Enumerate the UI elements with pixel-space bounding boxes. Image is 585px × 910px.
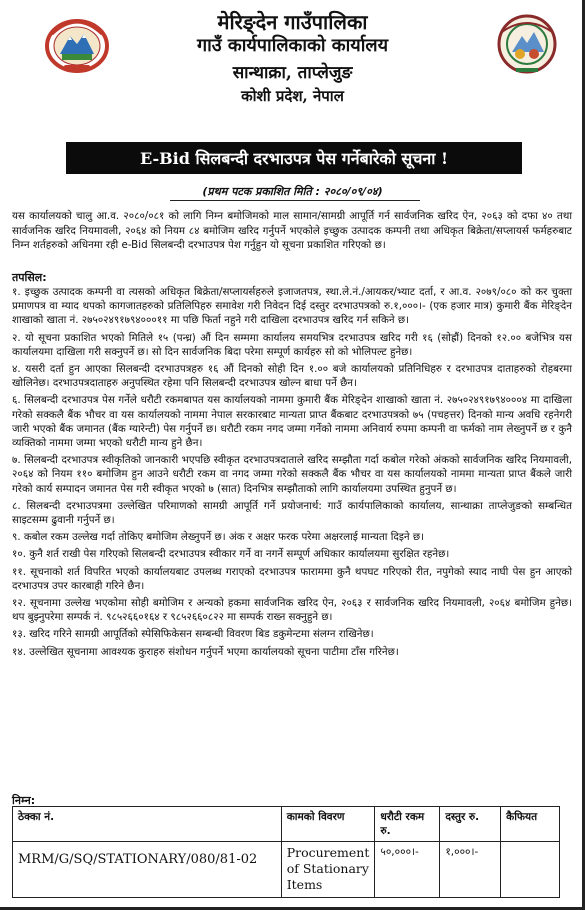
remarks-cell [501, 842, 560, 898]
table-row [13, 842, 560, 898]
contract-number-cell: MRM/G/SQ/STATIONARY/080/81-02 [13, 842, 282, 898]
condition-item: ६. सिलबन्दी दरभाउपत्र पेस गर्नेले धरौटी रकमबापत यस कार्यालयको नाममा कुमारी बैंक मेरिङ्देन शाखाको खाता नं. २७५०२४९१७९४०००४ मा दाखिला गरेको सक्कलै बैंक भौचर वा यस कार्यालयको नाममा नेपाल सरकारबाट मान्यता प्राप्त बैंकबाट दरभाउपत्रको ७५ (पचहत्तर) दिनको मान्य अवधि रहनेगरी जारी भएको बैंक जमानत (बैंक ग्यारेन्टी) पेस गर्नुपर्ने छ। धरौटी रकम नगद जम्मा गर्नेको नाममा अनिवार्य रुपमा कम्पनी वा फर्मको नाम लेख्नुपर्ने छ र कुनै व्यक्तिको नाममा जम्मा भएको धरौटी मान्य हुने छैन। [12, 394, 572, 450]
column-header-contract-no: ठेक्का नं. [13, 807, 282, 842]
condition-item: ८. सिलबन्दी दरभाउपत्रमा उल्लेखित परिमाणको सामग्री आपूर्ति गर्ने प्रयोजनार्थ: गाउँ कार्यपालिकाको कार्यालय, सान्थाक्रा ताप्लेजुङको सम्बन्धित साइटसम्म ढुवानी गर्नुपर्ने छ। [12, 499, 572, 527]
column-header-description: कामको विवरण [281, 807, 375, 842]
details-label: तपसिल: [12, 271, 47, 284]
province-country: कोशी प्रदेश, नेपाल [241, 87, 344, 105]
condition-item: ११. सूचनाको शर्त विपरित भएको कार्यालयबाट उपलब्ध गराएको दरभाउपत्र फाराममा कुनै थपघट गरिएको रीत, नपुगेको स्याद नाघी पेस हुन आएको दरभाउपत्र उपर कारबाही गरिने छैन। [12, 565, 572, 592]
column-header-deposit: धरौटी रकम रु. [375, 807, 440, 842]
conditions-list [12, 285, 572, 662]
description-cell: Procurement of Stationary Items [281, 842, 375, 898]
publication-date-underline [170, 200, 420, 201]
condition-item: ९. कबोल रकम उल्लेख गर्दा तोकिए बमोजिम लेख्नुपर्ने छ। अंक र अक्षर फरक परेमा अक्षरलाई मान्यता दिइने छ। [12, 531, 425, 544]
condition-item: ४. यसरी दर्ता हुन आएका सिलबन्दी दरभाउपत्रहरु १६ औं दिनको सोही दिन १.०० बजे कार्यालयको प्रतिनिधिहरु र दरभाउपत्र दाताहरुको रोहबरमा खोलिनेछ। दरभाउपत्रदाताहरु अनुपस्थित रहेमा पनि सिलबन्दी दरभाउपत्र खोल्न बाधा पर्ने छैन। [12, 363, 572, 390]
notice-title-banner: E-Bid सिलबन्दी दरभाउपत्र पेस गर्नेबारेको सूचना ! [66, 142, 522, 174]
condition-item: १३. खरिद गरिने सामग्री आपूर्तिको स्पेसिफिकेसन सम्बन्धी विवरण बिड डकुमेन्टमा संलग्न राखिनेछ। [12, 628, 374, 641]
column-header-remarks: कैफियत [501, 807, 560, 842]
condition-item: ७. सिलबन्दी दरभाउपत्र स्वीकृतिको जानकारी भएपछि स्वीकृत दरभाउपत्रदाताले खरिद सम्झौता गर्दा कबोल गरेको अंकको सार्वजनिक खरिद नियमावली, २०६४ को नियम ११० बमोजिम हुन आउने धरौटी रकम वा नगद जम्मा गरेको सक्कलै बैंक भौचर वा यस कार्यालयको नाममा मान्यता प्राप्त बैंकले जारी गरेको कार्य सम्पादन जमानत पेस गरी स्वीकृत भएको ७ (सात) दिनभित्र सम्झौताको लागि कार्यालयमा उपस्थित हुनुपर्ने छ। [12, 454, 572, 495]
municipality-name: मेरिङ्देन गाउँपालिका [217, 10, 368, 34]
office-name: गाउँ कार्यपालिकाको कार्यालय [196, 35, 389, 56]
intro-paragraph: यस कार्यालयको चालु आ.व. २०८०/०८१ को लागि निम्न बमोजिमको माल सामान/सामग्री आपूर्ति गर्न सार्वजनिक खरिद ऐन, २०६३ को दफा ४० तथा सार्वजनिक खरिद नियमावली, २०६४ को नियम ८४ बमोजिम खरिद गर्नुपर्ने भएकोले इच्छुक उत्पादक कम्पनी तथा अधिकृत बिक्रेता/सप्लायर्स फर्महरुबाट निम्न शर्तहरुको अधिनमा रही e-Bid सिलबन्दी दरभाउपत्र पेश गर्नुहुन यो सूचना प्रकाशित गरिएको छ। [12, 210, 572, 251]
table-header-row [13, 807, 560, 842]
condition-item: १०. कुनै शर्त राखी पेस गरिएको सिलबन्दी दरभाउपत्र स्वीकार गर्ने वा नगर्ने सम्पूर्ण अधिकार कार्यालयमा सुरक्षित रहनेछ। [12, 548, 450, 561]
deposit-cell: ५०,०००।- [375, 842, 440, 898]
publication-date: (प्रथम पटक प्रकाशित मिति : २०८०/०९/०४) [202, 185, 383, 198]
condition-item: १२. सूचनामा उल्लेख भएकोमा सोही बमोजिम र अन्यको हकमा सार्वजनिक खरिद ऐन, २०६३ र सार्वजनिक खरिद नियमावली, २०६४ बमोजिम हुनेछ। थप बुझ्नुपरेमा सम्पर्क नं. ९८५२६६०१६४ र ९८५२६६०८२२ मा सम्पर्क राख्न सक्नुहुने छ। [12, 597, 572, 624]
table-label: निम्न: [12, 794, 36, 807]
condition-item: २. यो सूचना प्रकाशित भएको मितिले १५ (पन्ध्र) औं दिन सम्ममा कार्यालय समयभित्र दरभाउपत्र खरिद गरी १६ (सोह्रौं) दिनको १२.०० बजेभित्र यस कार्यालयमा दाखिला गरी सक्नुपर्ने छ। सो दिन सार्वजनिक बिदा परेमा सम्पूर्ण कार्यहरु सो को भोलिपल्ट हुनेछ। [12, 331, 572, 358]
fee-cell: १,०००।- [440, 842, 501, 898]
condition-item: १. इच्छुक उत्पादक कम्पनी वा त्यसको अधिकृत बिक्रेता/सप्लायर्सहरुले इजाजतपत्र, स्था.ले.नं./आयकर/भ्याट दर्ता, र आ.व. २०७९/०८० को कर चुक्ता प्रमाणपत्र वा म्याद थपको कागजातहरुको प्रतिलिपिहरु समावेश गरी निवेदन दिई दस्तुर दरभाउपत्रको रु.१,०००।- (एक हजार मात्र) कुमारी बैंक मेरिङ्देन शाखाको खाता नं. २७५०२४९१७९४०००११ मा पछि फिर्ता नहुने गरी दाखिला दरभाउपत्र खरिद गर्न सकिने छ। [12, 286, 572, 327]
column-header-fee: दस्तुर रु. [440, 807, 501, 842]
tender-table [12, 806, 560, 898]
office-location: सान्थाक्रा, ताप्लेजुङ [232, 63, 353, 83]
condition-item: १४. उल्लेखित सूचनामा आवश्यक कुराहरु संशोधन गर्नुपर्ने भएमा कार्यालयको सूचना पाटीमा टाँस गरिनेछ। [12, 645, 399, 658]
